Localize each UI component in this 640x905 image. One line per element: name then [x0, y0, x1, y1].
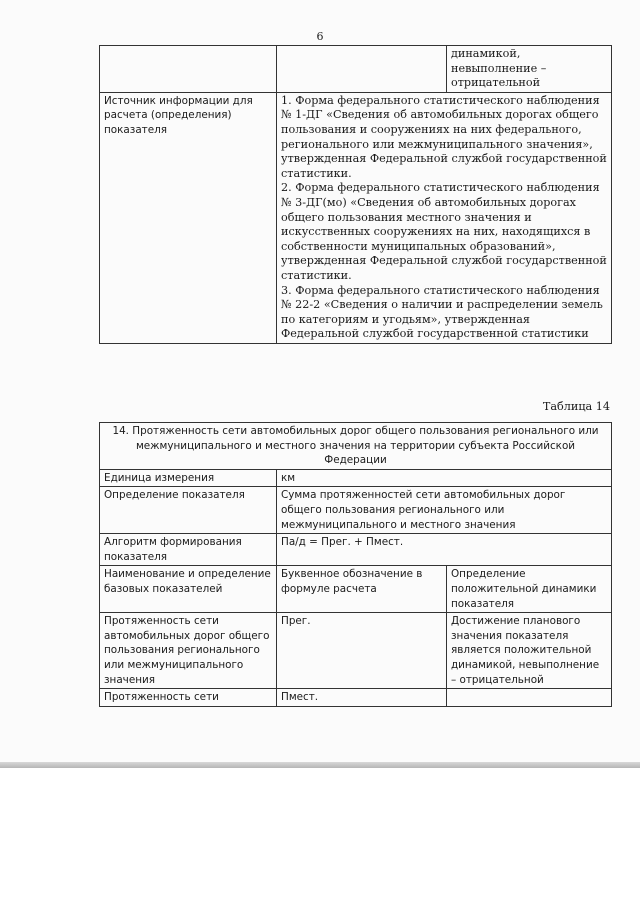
table-row [100, 566, 612, 613]
table-row [100, 92, 612, 343]
page-number: 6 [316, 30, 324, 43]
header-name: Наименование и определение базовых показателей [100, 566, 277, 613]
continued-table [99, 45, 612, 344]
definition-label: Определение показателя [100, 487, 277, 534]
row-dynamics [447, 689, 612, 707]
source-label: Источник информации для расчета (определения) показателя [100, 92, 277, 343]
indicator-table-14 [99, 422, 612, 707]
table-row [100, 613, 612, 689]
table-row [100, 534, 612, 566]
list-item: 1. Форма федерального статистического наблюдения № 1-ДГ «Сведения об автомобильных дорогах общего пользования и сооружениях на них федерального, регионального или межмуниципального значения», утвержденная Федеральной службой государственной статистики. [281, 93, 607, 180]
row-symbol: Пмест. [277, 689, 447, 707]
row-symbol: Прег. [277, 613, 447, 689]
table-cell [100, 46, 277, 93]
table-row [100, 487, 612, 534]
unit-label: Единица измерения [100, 469, 277, 487]
table-row [100, 46, 612, 93]
table-title: 14. Протяженность сети автомобильных дорог общего пользования регионального или межмуниципального и местного значения на территории субъекта Российской Федерации [100, 423, 612, 470]
table-row [100, 423, 612, 470]
table-row [100, 689, 612, 707]
table-caption: Таблица 14 [542, 400, 610, 413]
algorithm-label: Алгоритм формирования показателя [100, 534, 277, 566]
list-item: 3. Форма федерального статистического наблюдения № 22-2 «Сведения о наличии и распределении земель по категориям и угодьям», утвержденная Федеральной службой государственной статистики [281, 283, 603, 341]
header-symbol: Буквенное обозначение в формуле расчета [277, 566, 447, 613]
row-name: Протяженность сети автомобильных дорог общего пользования регионального или межмуниципального значения [100, 613, 277, 689]
table-cell [277, 46, 447, 93]
header-dynamics: Определение положительной динамики показателя [447, 566, 612, 613]
algorithm-formula: Па/д = Прег. + Пмест. [277, 534, 612, 566]
continued-dynamics-cell: динамикой, невыполнение – отрицательной [447, 46, 612, 93]
source-list [277, 92, 612, 343]
definition-value: Сумма протяженностей сети автомобильных дорог общего пользования регионального или межмуниципального и местного значения [277, 487, 612, 534]
row-name: Протяженность сети [100, 689, 277, 707]
row-dynamics: Достижение планового значения показателя является положительной динамикой, невыполнение – отрицательной [447, 613, 612, 689]
list-item: 2. Форма федерального статистического наблюдения № 3-ДГ(мо) «Сведения об автомобильных дорогах общего пользования местного значения и искусственных сооружениях на них, находящихся в собственности муниципальных образований», утвержденная Федеральной службой государственной статистики. [281, 181, 607, 282]
table-row [100, 469, 612, 487]
unit-value: км [277, 469, 612, 487]
page-bottom-edge [0, 762, 640, 768]
